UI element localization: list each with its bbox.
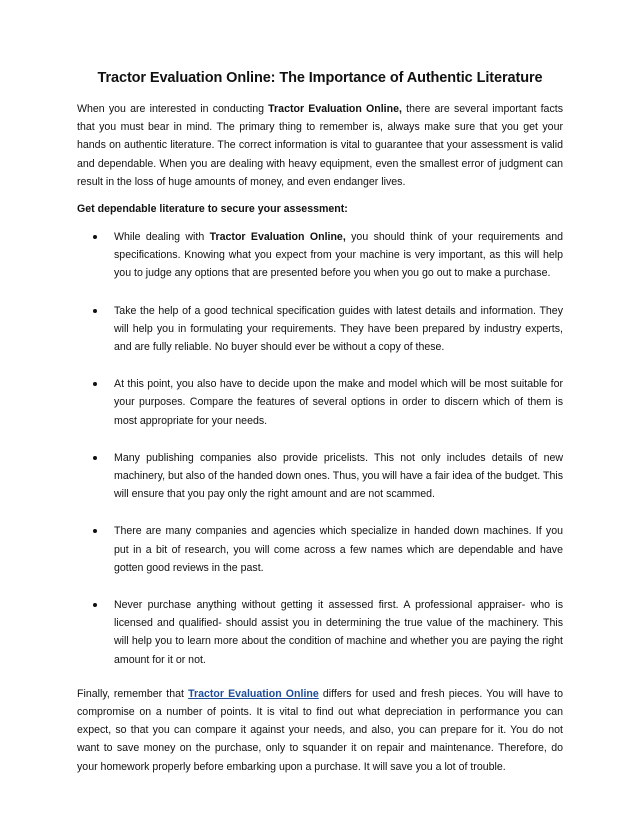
bullet-text: Take the help of a good technical specification guides with latest details and information. They will help you in formulating your requirements. They have been prepared by industry experts, and are fully reliable. No buyer should ever be without a copy of these. bbox=[114, 304, 563, 354]
bullet-text: At this point, you also have to decide upon the make and model which will be most suitable for your purposes. Compare the features of several options in order to discern which of them is most appropriate for your needs. bbox=[114, 378, 563, 427]
intro-text-start: When you are interested in conducting bbox=[77, 103, 269, 115]
bullet-text: Many publishing companies also provide pricelists. This not only includes details of new machinery, but also of the handed down ones. Thus, you will have a fair idea of the budget. This will ensure that you pay only the right amount and are not scammed. bbox=[114, 451, 563, 501]
bullet-text-rest: you should think of your requirements and specifications. Knowing what you expect from your machine is very important, as this will help you to judge any options that are presented before you when you go out to make a purchase. bbox=[114, 231, 563, 280]
document-page bbox=[77, 70, 563, 776]
section-subheading: Get dependable literature to secure your assessment: bbox=[77, 203, 348, 216]
closing-text-rest: differs for used and fresh pieces. You will have to compromise on a number of points. It is vital to find out what depreciation in performance you can expect, so that you can compare it against your needs, and also, you can prepare for it. You do not want to save money on the purchase, only to squander it on repair and maintenance. Therefore, do your homework properly before embarking upon a purchase. It will save you a lot of trouble. bbox=[77, 687, 563, 773]
bullet-icon bbox=[93, 309, 97, 313]
closing-text-start: Finally, remember that bbox=[77, 687, 189, 700]
bullet-list bbox=[77, 228, 563, 669]
bullet-item-make-model bbox=[77, 375, 563, 430]
bullet-item-spec-guides bbox=[77, 302, 563, 357]
bullet-bold-phrase: Tractor Evaluation Online, bbox=[209, 231, 346, 244]
bullet-icon bbox=[93, 529, 97, 533]
bullet-text: Never purchase anything without getting it assessed first. A professional appraiser- who is licensed and qualified- should assist you in determining the true value of the machinery. This will help you to learn more about the condition of machine and whether you are paying the right amount for it or not. bbox=[114, 599, 563, 666]
bullet-icon bbox=[93, 235, 97, 239]
bullet-icon bbox=[93, 382, 97, 386]
bullet-item-requirements bbox=[77, 228, 563, 283]
bullet-item-pricelists bbox=[77, 449, 563, 504]
intro-bold-phrase: Tractor Evaluation Online, bbox=[268, 103, 402, 115]
bullet-item-assessment bbox=[77, 596, 563, 669]
bullet-item-companies bbox=[77, 522, 563, 577]
bullet-text-start: While dealing with bbox=[114, 231, 210, 244]
bullet-icon bbox=[93, 456, 97, 460]
intro-text-rest: there are several important facts that you must bear in mind. The primary thing to remember is, always make sure that you get your hands on authentic literature. The correct information is vital to guarantee that your assessment is valid and dependable. When you are dealing with heavy equipment, even the smallest error of judgment can result in the loss of huge amounts of money, and even endanger lives. bbox=[77, 103, 563, 188]
bullet-text: There are many companies and agencies which specialize in handed down machines. If you put in a bit of research, you will come across a few names which are dependable and have gotten good reviews in the past. bbox=[114, 525, 563, 574]
tractor-evaluation-link[interactable]: Tractor Evaluation Online bbox=[188, 687, 319, 700]
closing-paragraph bbox=[77, 685, 563, 776]
intro-paragraph bbox=[77, 100, 563, 191]
bullet-icon bbox=[93, 603, 97, 607]
document-title: Tractor Evaluation Online: The Importance of Authentic Literature bbox=[97, 70, 543, 86]
